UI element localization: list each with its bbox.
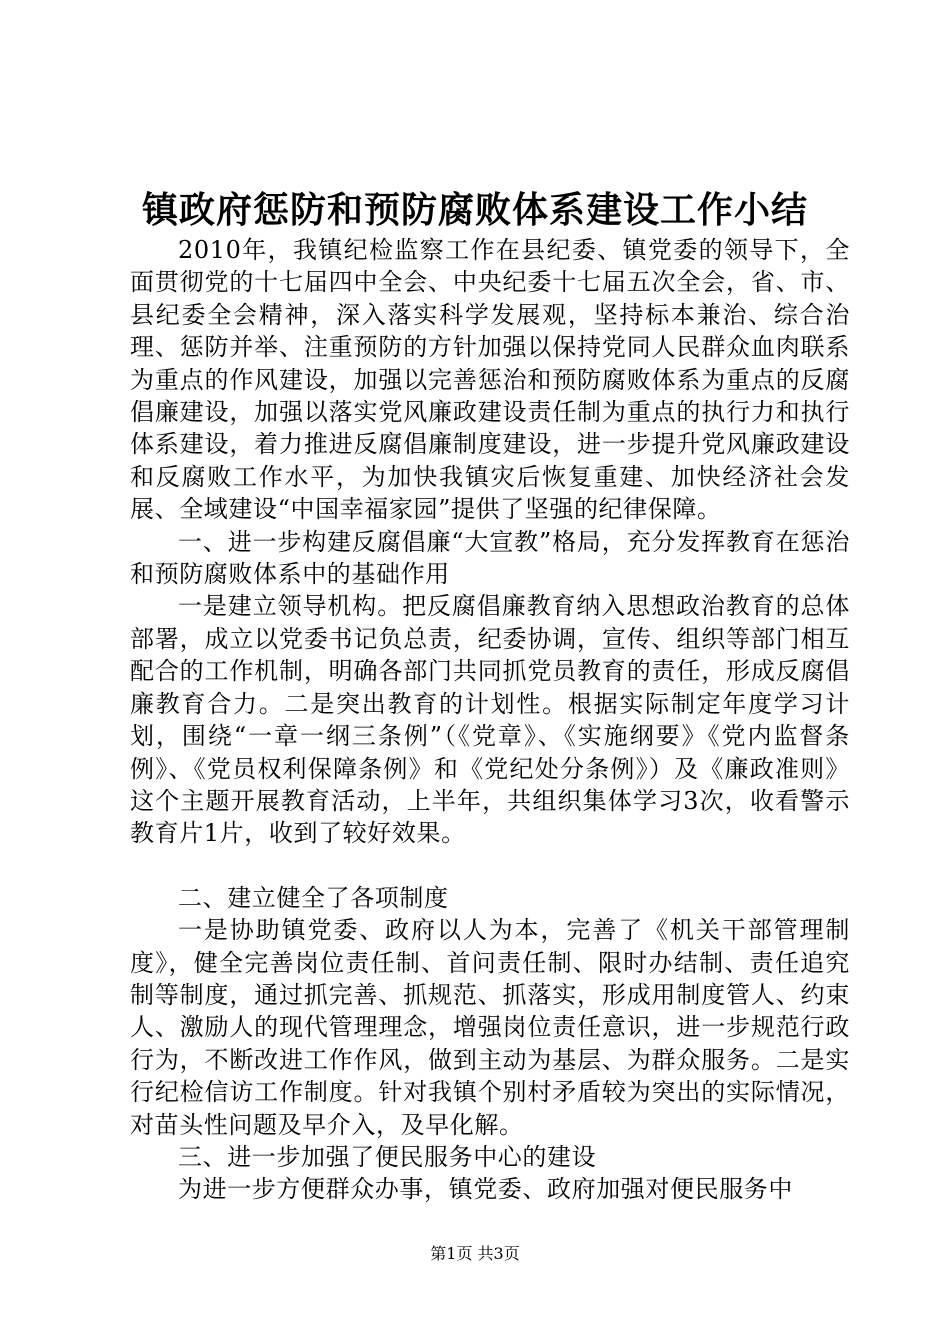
document-title: 镇政府惩防和预防腐败体系建设工作小结 xyxy=(141,189,808,231)
intro-paragraph: 2010年，我镇纪检监察工作在县纪委、镇党委的领导下，全面贯彻党的十七届四中全会、中央纪委十七届五次全会，省、市、县纪委全会精神，深入落实科学发展观，坚持标本兼治、综合治理、惩防并举、注重预防的方针加强以保持党同人民群众血肉联系为重点的作风建设，加强以完善惩治和预防腐败体系为重点的反腐倡廉建设，加强以落实党风廉政建设责任制为重点的执行力和执行体系建设，着力推进反腐倡廉制度建设，进一步提升党风廉政建设和反腐败工作水平，为加快我镇灾后恢复重建、加快经济社会发展、全域建设“中国幸福家园”提供了坚强的纪律保障。 xyxy=(130,236,850,524)
section-1-paragraph: 一是建立领导机构。把反腐倡廉教育纳入思想政治教育的总体部署，成立以党委书记负总责，纪委协调，宣传、组织等部门相互配合的工作机制，明确各部门共同抓党员教育的责任，形成反腐倡廉教育合力。二是突出教育的计划性。根据实际制定年度学习计划，围绕“一章一纲三条例”（《党章》、《实施纲要》《党内监督条例》、《党员权利保障条例》和《党纪处分条例》）及《廉政准则》这个主题开展教育活动，上半年，共组织集体学习3次，收看警示教育片1片，收到了较好效果。 xyxy=(130,592,850,848)
section-2-paragraph: 一是协助镇党委、政府以人为本，完善了《机关干部管理制度》，健全完善岗位责任制、首问责任制、限时办结制、责任追究制等制度，通过抓完善、抓规范、抓落实，形成用制度管人、约束人、激励人的现代管理理念，增强岗位责任意识，进一步规范行政行为，不断改进工作作风，做到主动为基层、为群众服务。二是实行纪检信访工作制度。针对我镇个别村矛盾较为突出的实际情况，对苗头性问题及早介入，及早化解。 xyxy=(130,916,850,1139)
section-heading-3: 三、进一步加强了便民服务中心的建设 xyxy=(178,1142,597,1171)
section-3-paragraph: 为进一步方便群众办事，镇党委、政府加强对便民服务中 xyxy=(178,1175,793,1204)
section-heading-1: 一、进一步构建反腐倡廉“大宣教”格局，充分发挥教育在惩治和预防腐败体系中的基础作用 xyxy=(130,527,850,589)
section-heading-2: 二、建立健全了各项制度 xyxy=(178,883,449,912)
paragraph-spacer xyxy=(130,850,850,882)
page-number-footer: 第1页 共3页 xyxy=(430,1244,520,1263)
document-body xyxy=(130,234,850,1206)
